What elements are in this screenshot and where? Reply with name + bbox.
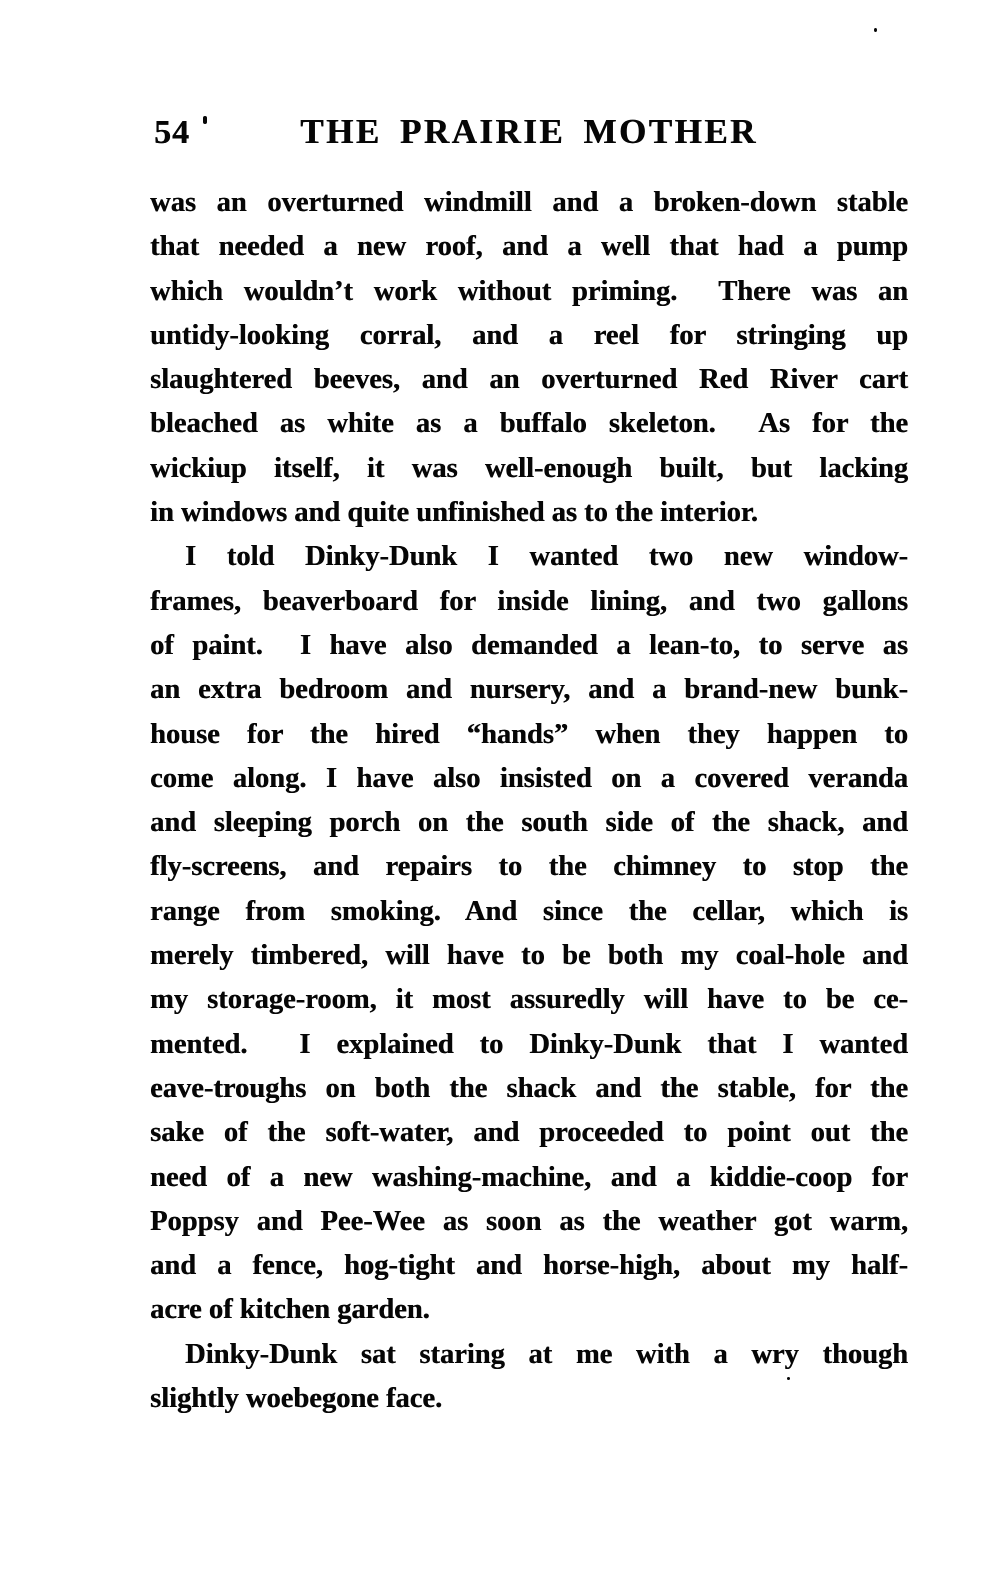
text-line paragraph-start: I told Dinky-Dunk I wanted two new window- — [185, 541, 908, 573]
text-line: and sleeping porch on the south side of the shack, and — [150, 807, 908, 839]
page-number: 54 — [154, 114, 190, 151]
text-line: in windows and quite unfinished as to the interior. — [150, 497, 758, 529]
text-line: and a fence, hog-tight and horse-high, about my half- — [150, 1250, 908, 1282]
text-line paragraph-end: acre of kitchen garden. — [150, 1294, 430, 1326]
text-line: fly-screens, and repairs to the chimney to stop the — [150, 851, 908, 883]
text-line: Poppsy and Pee-Wee as soon as the weather got warm, — [150, 1205, 908, 1237]
text-line: wickiup itself, it was well-enough built, but lacking — [150, 452, 908, 484]
ink-speck — [203, 116, 207, 124]
text-line: merely timbered, will have to be both my coal-hole and — [150, 940, 908, 972]
text-line: untidy-looking corral, and a reel for stringing up — [150, 319, 908, 351]
text-line paragraph-start: Dinky-Dunk sat staring at me with a wry though — [185, 1338, 908, 1370]
text-line: that needed a new roof, and a well that had a pump — [150, 231, 908, 263]
text-line: which wouldn’t work without priming. There was an — [150, 275, 908, 307]
text-line: was an overturned windmill and a broken-down stable — [150, 187, 908, 218]
text-line: mented. I explained to Dinky-Dunk that I wanted — [150, 1028, 908, 1060]
text-line: slaughtered beeves, and an overturned Red River cart — [150, 364, 908, 396]
text-line: an extra bedroom and nursery, and a brand-new bunk- — [150, 674, 908, 706]
text-line: sake of the soft-water, and proceeded to point out the — [150, 1117, 908, 1149]
running-header-title: THE PRAIRIE MOTHER — [300, 112, 758, 151]
text-line: come along. I have also insisted on a covered veranda — [150, 762, 908, 794]
running-header — [150, 112, 908, 156]
text-line: need of a new washing-machine, and a kiddie-coop for — [150, 1161, 908, 1193]
text-line: eave-troughs on both the shack and the stable, for the — [150, 1072, 908, 1104]
text-line: of paint. I have also demanded a lean-to, to serve as — [150, 629, 908, 661]
body-text — [150, 181, 908, 1421]
text-line: frames, beaverboard for inside lining, and two gallons — [150, 585, 908, 617]
text-line: bleached as white as a buffalo skeleton. As for the — [150, 408, 908, 440]
text-line: range from smoking. And since the cellar, which is — [150, 895, 908, 927]
text-line: house for the hired “hands” when they happen to — [150, 718, 908, 750]
text-line: my storage-room, it most assuredly will have to be ce- — [150, 984, 908, 1016]
ink-speck — [874, 28, 877, 32]
text-line paragraph-end: slightly woebegone face. — [150, 1383, 443, 1415]
